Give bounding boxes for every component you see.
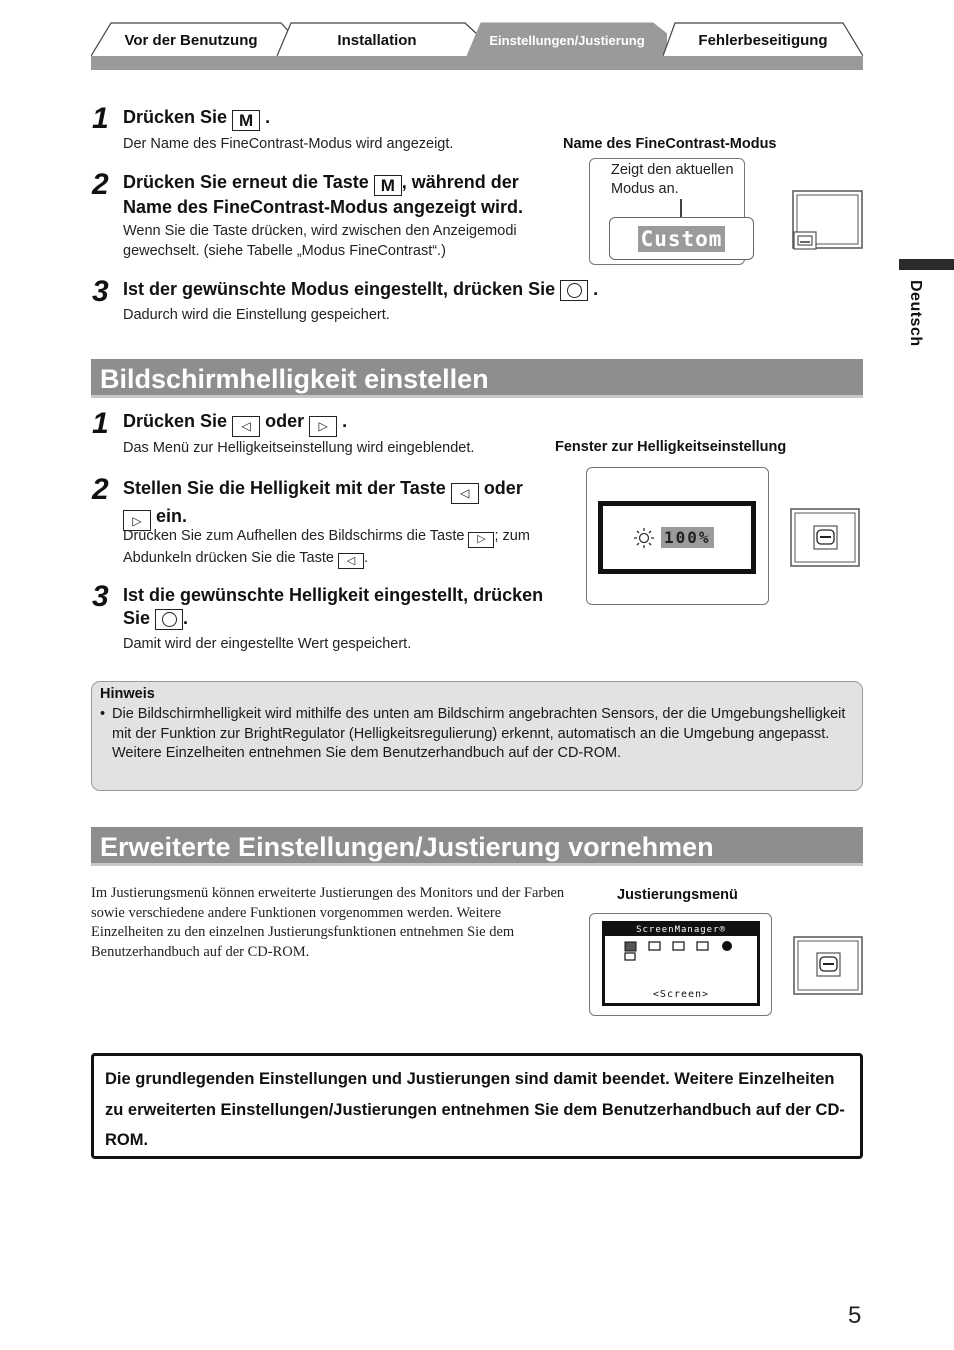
menu-icon-row	[623, 940, 743, 964]
step-description: Der Name des FineContrast-Modus wird angezeigt.	[123, 136, 454, 152]
step-heading	[123, 278, 598, 301]
brightness-display	[598, 501, 756, 574]
advanced-description: Im Justierungsmenü können erweiterte Justierungen des Monitors und der Farben sowie verschiedene andere Funktionen vorgenommen werden. Weitere Einzelheiten zu den einzelnen Justierungsfunktionen entnehmen Sie dem Benutzerhandbuch auf der CD-ROM.	[91, 885, 565, 960]
tab-fehlerbeseitigung[interactable]	[663, 22, 863, 56]
page-number: 5	[848, 1302, 862, 1329]
right-key-icon: ▷	[309, 416, 337, 437]
step-heading-text: Sie	[123, 608, 151, 628]
tab-label: Vor der Benutzung	[124, 31, 258, 49]
brightness-value: 100%	[661, 527, 714, 548]
hint-title: Hinweis	[100, 686, 155, 702]
tab-label: Einstellungen/Justierung	[489, 32, 645, 48]
step-description: Wenn Sie die Taste drücken, wird zwischen den Anzeigemodi gewechselt. (siehe Tabelle „Modus FineContrast“.)	[123, 223, 517, 259]
step-number: 3	[92, 275, 109, 308]
m-key-icon: M	[374, 175, 402, 196]
step-description-text: Abdunkeln drücken Sie die Taste	[123, 549, 334, 566]
step-heading	[123, 584, 583, 630]
right-key-icon: ▷	[123, 510, 151, 531]
enter-key-icon	[155, 609, 183, 630]
tab-installation[interactable]	[277, 22, 477, 56]
callout-line	[680, 199, 682, 219]
section-title: Bildschirmhelligkeit einstellen	[100, 364, 489, 394]
step-heading-text: .	[593, 279, 599, 299]
step-description-text: Drücken Sie zum Aufhellen des Bildschirms die Taste	[123, 528, 465, 544]
mode-display	[609, 217, 754, 260]
step-number: 3	[92, 580, 109, 613]
callout-text: Zeigt den aktuellen Modus an.	[611, 162, 734, 197]
right-key-icon: ▷	[468, 532, 494, 548]
brightness-window	[586, 467, 769, 605]
step-heading	[123, 476, 573, 531]
monitor-icon	[788, 506, 862, 568]
step-heading	[123, 106, 270, 131]
step-heading	[123, 171, 573, 219]
step-number: 2	[92, 473, 109, 506]
chapter-tab-bar	[91, 22, 863, 70]
sun-icon	[633, 527, 655, 549]
mode-name: Custom	[638, 226, 726, 252]
step-heading-text: Ist der gewünschte Modus eingestellt, drücken Sie	[123, 279, 556, 299]
step-heading	[123, 410, 347, 437]
figure-caption: Name des FineContrast-Modus	[563, 136, 777, 152]
step-description	[123, 526, 583, 569]
monitor-icon	[789, 188, 865, 252]
step-heading-text: Stellen Sie die Helligkeit mit der Taste	[123, 478, 446, 498]
section-title: Erweiterte Einstellungen/Justierung vornehmen	[100, 832, 714, 862]
m-key-icon: M	[232, 110, 260, 131]
step-heading-text: Ist die gewünschte Helligkeit eingestellt, drücken	[123, 585, 544, 605]
section-banner	[91, 827, 863, 866]
hint-box	[91, 681, 863, 791]
step-heading-text: .	[342, 411, 348, 431]
step-heading-text: ein.	[156, 505, 188, 526]
tab-vor-der-benutzung[interactable]	[91, 22, 291, 56]
step-heading-text: .	[183, 608, 189, 628]
hint-body	[100, 705, 854, 764]
bullet-marker: •	[100, 706, 106, 722]
monitor-icon	[791, 934, 865, 996]
step-description: Dadurch wird die Einstellung gespeichert.	[123, 307, 390, 323]
step-number: 2	[92, 168, 109, 201]
step-number: 1	[92, 102, 109, 135]
adjustment-menu-window	[589, 913, 772, 1016]
tab-bar-rule	[91, 55, 863, 70]
menu-title: ScreenManager®	[605, 924, 757, 936]
step-heading-text: , während der	[401, 172, 519, 192]
step-description-text: .	[363, 549, 368, 566]
summary-box: Die grundlegenden Einstellungen und Justierungen sind damit beendet. Weitere Einzelheiten zu erweiterten Einstellungen/Justierungen entnehmen Sie dem Benutzerhandbuch auf der CD-ROM.	[91, 1053, 863, 1159]
language-tab-label: Deutsch	[907, 280, 924, 347]
hint-text: Die Bildschirmhelligkeit wird mithilfe des unten am Bildschirm angebrachten Sensors, der die Umgebungshelligkeit mit der Funktion zur BrightRegulator (Helligkeitsregulierung) erkennt, automatisch an die Umgebung angepasst.	[112, 706, 846, 742]
step-heading-text: oder	[265, 411, 305, 431]
figure-caption: Fenster zur Helligkeitseinstellung	[555, 439, 787, 455]
left-key-icon: ◁	[338, 553, 364, 569]
menu-display	[602, 921, 760, 1006]
figure-caption: Justierungsmenü	[617, 887, 738, 903]
language-tab-marker	[899, 259, 954, 270]
tab-label: Fehlerbeseitigung	[698, 31, 828, 49]
step-heading-text: Drücken Sie	[123, 411, 228, 431]
tab-einstellungen-justierung[interactable]	[467, 22, 667, 56]
enter-key-icon	[560, 280, 588, 301]
step-heading-text: Name des FineContrast-Modus angezeigt wird.	[123, 197, 524, 217]
step-description-text: ; zum	[494, 528, 530, 544]
menu-item-label: <Screen>	[652, 989, 710, 1000]
left-key-icon: ◁	[451, 483, 479, 504]
step-number: 1	[92, 407, 109, 440]
hint-text: Weitere Einzelheiten entnehmen Sie dem Benutzerhandbuch auf der CD-ROM.	[112, 745, 622, 761]
step-description: Das Menü zur Helligkeitseinstellung wird eingeblendet.	[123, 440, 475, 456]
step-heading-text: oder	[483, 478, 523, 498]
finecontrast-window	[589, 158, 745, 265]
step-heading-text: Drücken Sie erneut die Taste	[123, 172, 369, 192]
section-banner	[91, 359, 863, 398]
step-heading-text: Drücken Sie	[123, 107, 228, 127]
step-heading-text: .	[265, 107, 271, 127]
step-description: Damit wird der eingestellte Wert gespeichert.	[123, 636, 412, 652]
tab-label: Installation	[337, 31, 417, 49]
left-key-icon: ◁	[232, 416, 260, 437]
